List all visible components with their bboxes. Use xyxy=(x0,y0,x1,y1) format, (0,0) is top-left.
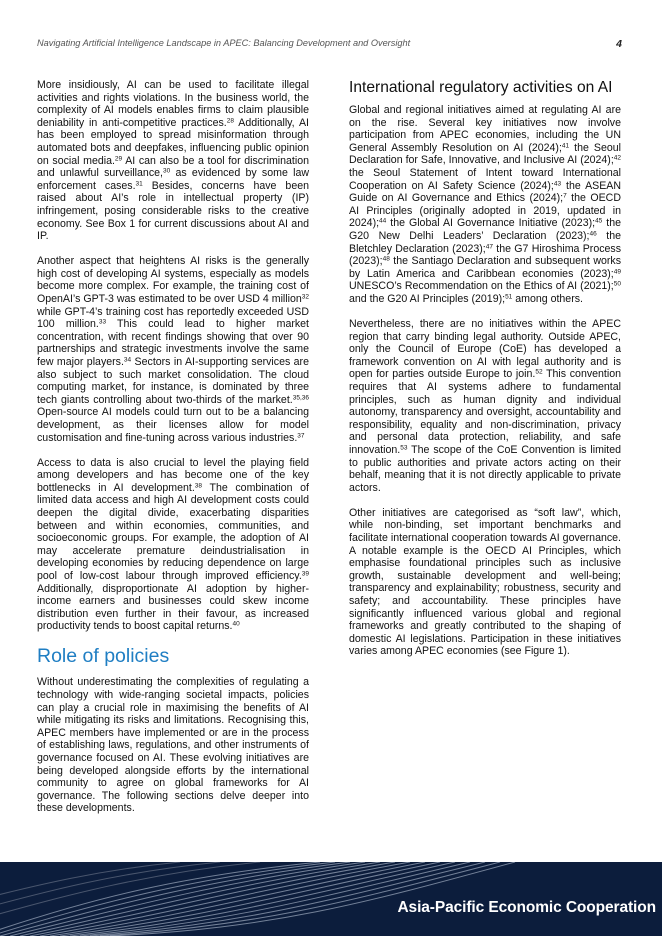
paragraph-illegal-activities xyxy=(37,79,309,243)
citation-superscript: 38 xyxy=(194,482,203,490)
subheading-international-regulatory: International regulatory activities on AI xyxy=(349,79,613,96)
text-run: the G20 New Delhi Leaders’ Declaration (2023); xyxy=(349,217,622,242)
citation-superscript: 45 xyxy=(595,217,603,225)
citation-superscript: 52 xyxy=(535,368,543,376)
citation-superscript: 50 xyxy=(613,280,621,288)
citation-superscript: 46 xyxy=(589,230,597,238)
text-run: the Global AI Governance Initiative (2023); xyxy=(386,217,596,230)
citation-superscript: 28 xyxy=(226,117,234,125)
citation-superscript: 34 xyxy=(123,356,132,364)
paragraph-binding-authority xyxy=(349,318,621,494)
text-run: the Seoul Declaration for Safe, Innovative, and Inclusive AI (2024); xyxy=(349,141,621,167)
section-heading-role-of-policies: Role of policies xyxy=(37,645,170,668)
text-run: as evidenced by some law enforcement cases. xyxy=(37,167,310,192)
text-run: This convention requires that AI systems adhere to fundamental principles, such as human dignity and individual autonomy, transparency and oversight, accountability and responsibility, equality and non-discrimination, privacy and personal data protection, reliability, and safe innovation. xyxy=(349,368,622,456)
paragraph-global-initiatives xyxy=(349,104,621,306)
citation-superscript: 51 xyxy=(505,293,513,301)
paragraph-soft-law xyxy=(349,507,621,658)
paragraph-data-access xyxy=(37,457,309,633)
citation-superscript: 49 xyxy=(613,268,621,276)
text-run: and the G20 AI Principles (2019); xyxy=(349,292,506,305)
text-run: the Bletchley Declaration (2023); xyxy=(349,229,622,255)
text-run: the Seoul Statement of Intent toward International Cooperation on AI Safety Science (2024); xyxy=(349,166,621,192)
footer-banner xyxy=(0,862,662,936)
text-run: the Santiago Declaration and subsequent works by Latin America and Caribbean economies (2023); xyxy=(349,255,621,280)
text-run: Global and regional initiatives aimed at regulating AI are on the rise. Several key initiatives now involve participation from APEC economies, including the UN General Assembly Resolution on AI (2024); xyxy=(349,104,621,154)
citation-superscript: 40 xyxy=(232,620,240,628)
document-title: Navigating Artificial Intelligence Landscape in APEC: Balancing Development and Oversight xyxy=(37,38,411,48)
text-run: The combination of limited data access and high AI development costs could deepen the digital divide, exacerbating disparities between and within economies, communities, and socioeconomic groups. For example, the adoption of AI may accelerate premature deindustrialisation in developing economies by reducing dependence on large pool of low-cost labour through improved efficiency. xyxy=(37,481,309,582)
text-run: UNESCO’s Recommendation on the Ethics of AI (2021); xyxy=(349,280,614,293)
citation-superscript: 30 xyxy=(162,167,171,175)
text-run: Besides, concerns have been raised about AI’s role in intellectual property (IP) infringement, posing considerable risks to the creative economy. See Box 1 for current discussions about AI and IP. xyxy=(37,179,309,243)
text-run: Sectors in AI-supporting services are also subject to such market consolidation. The cloud computing market, for instance, is dominated by three tech giants controlling about two-thirds of the market. xyxy=(37,355,309,406)
text-run: Without underestimating the complexities of regulating a technology with wide-ranging societal impacts, policies can play a crucial role in maximising the benefits of AI while mitigating its risks and limitations. Recognising this, APEC members have implemented or are in the process of establishing laws, regulations, and other instruments of governance focused on AI. These evolving initiatives are being developed alongside efforts by the international community to agree on global frameworks for AI governance. The following sections delve deeper into these developments. xyxy=(37,676,309,815)
text-run: among others. xyxy=(512,292,583,305)
citation-superscript: 48 xyxy=(382,255,390,263)
text-run: the G7 Hiroshima Process (2023); xyxy=(349,242,621,268)
page-number: 4 xyxy=(616,38,622,50)
text-run: Other initiatives are categorised as “soft law”, which, while non-binding, set important benchmarks and facilitate international cooperation towards AI governance. A notable example is the OECD AI Principles, which emphasise foundational principles such as inclusive growth, sustainable development and well-being; transparency and explainability; robustness, security and safety; and accountability. These principles have significantly influenced various global and regional frameworks and greatly contributed to the shaping of domestic AI legislations. Participation in these initiatives varies among APEC economies (see Figure 1). xyxy=(349,506,621,658)
text-run: Open-source AI models could turn out to be a balancing development, as their licenses allow for model customisation and fine-tuning across various industries. xyxy=(37,406,309,444)
text-run: The scope of the CoE Convention is limited to public authorities and private actors acting on their behalf, meaning that it is not directly applicable to private actors. xyxy=(349,443,621,494)
paragraph-role-of-policies xyxy=(37,676,309,815)
text-run: Nevertheless, there are no initiatives within the APEC region that carry binding legal authority. Outside APEC, only the Council of Europe (CoE) has developed a framework convention on AI with legal authority and is open for parties outside Europe to join. xyxy=(349,318,621,381)
citation-superscript: 42 xyxy=(613,154,621,162)
running-header xyxy=(37,38,622,52)
citation-superscript: 47 xyxy=(485,243,493,251)
text-run: the ASEAN Guide on AI Governance and Ethics (2024); xyxy=(349,179,621,205)
organization-name: Asia-Pacific Economic Cooperation xyxy=(397,899,656,916)
text-run: the OECD AI Principles (originally adopted in 2019, updated in 2024); xyxy=(349,192,621,230)
citation-superscript: 31 xyxy=(135,180,143,188)
left-column xyxy=(37,79,309,827)
right-column xyxy=(349,79,621,670)
citation-superscript: 41 xyxy=(561,142,570,150)
text-run: Additionally, AI has been employed to spread misinformation through automated bots and deepfakes, influencing public opinion on social media. xyxy=(37,116,309,167)
citation-superscript: 53 xyxy=(400,444,408,452)
citation-superscript: 33 xyxy=(98,318,107,326)
text-run: AI can also be a tool for discrimination and unlawful surveillance, xyxy=(37,154,309,180)
citation-superscript: 39 xyxy=(301,570,309,578)
text-run: Additionally, disproportionate AI adoption by higher-income earners and businesses could skew income distribution even further in their favour, as increased productivity tends to boost capital returns. xyxy=(37,582,309,633)
text-run: More insidiously, AI can be used to facilitate illegal activities and rights violations. In the business world, the complexity of AI models enables firms to claim plausible deniability in anti-competitive practices. xyxy=(37,79,309,129)
citation-superscript: 37 xyxy=(297,432,305,440)
citation-superscript: 32 xyxy=(301,293,309,301)
text-run: Another aspect that heightens AI risks is the generally high cost of developing AI systems, especially as models become more complex. For example, the training cost of OpenAI’s GPT-3 was estimated to be over USD 4 million xyxy=(37,255,309,305)
citation-superscript: 35,36 xyxy=(292,394,309,402)
paragraph-development-costs xyxy=(37,255,309,444)
text-run: This could lead to higher market concentration, with recent findings showing that over 90 partnerships and strategic investments involve the same few major players. xyxy=(37,318,309,368)
citation-superscript: 43 xyxy=(553,180,562,188)
citation-superscript: 44 xyxy=(379,217,387,225)
citation-superscript: 7 xyxy=(563,192,567,200)
text-run: Access to data is also crucial to level the playing field among developers and has become one of the key bottlenecks in AI development. xyxy=(37,456,309,494)
text-run: while GPT-4’s training cost has reportedly exceeded USD 100 million. xyxy=(37,305,309,331)
citation-superscript: 29 xyxy=(114,155,123,163)
